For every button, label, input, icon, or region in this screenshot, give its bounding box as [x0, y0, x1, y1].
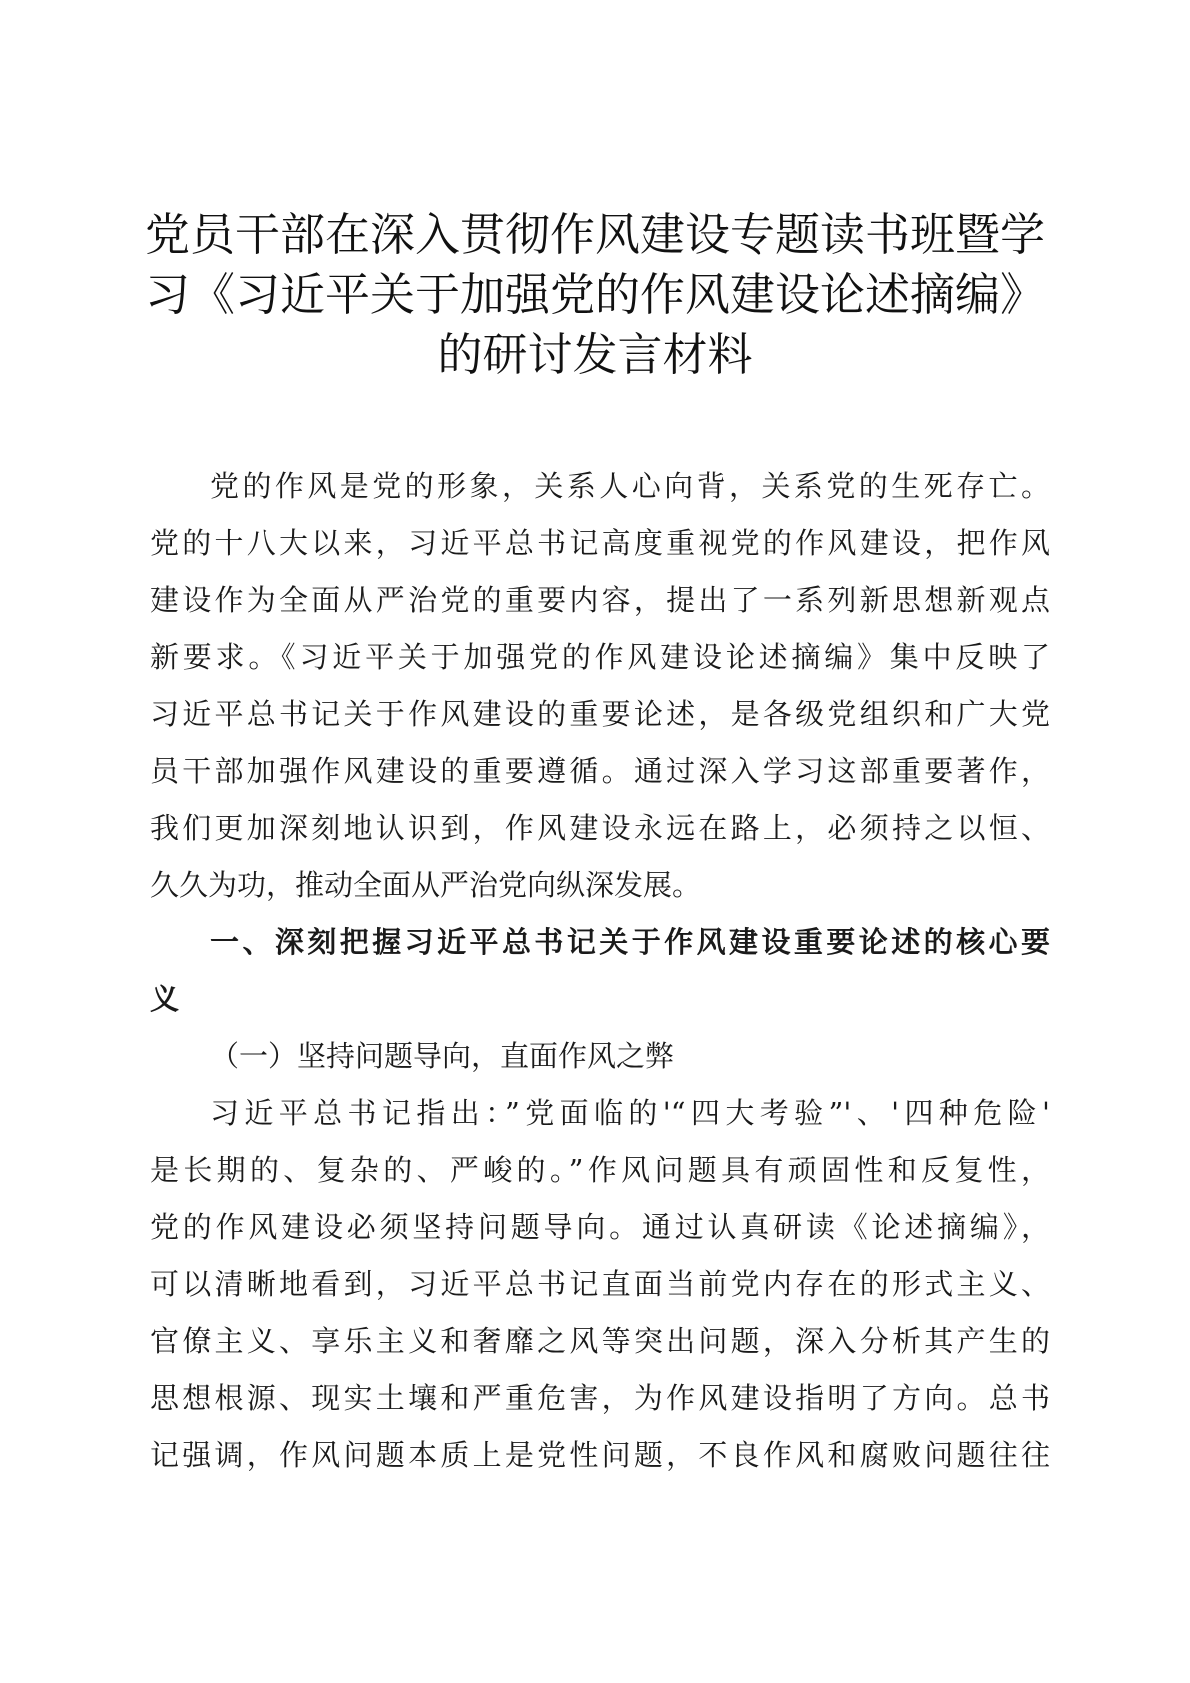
intro-line: 党的十八大以来，习近平总书记高度重视党的作风建设，把作风	[150, 526, 1050, 560]
paragraph-line: 习近平总书记指出：”党面临的'“四大考验”'、'四种危险'	[210, 1096, 1050, 1130]
intro-line: 我们更加深刻地认识到，作风建设永远在路上，必须持之以恒、	[150, 811, 1050, 845]
title-line: 的研讨发言材料	[437, 328, 753, 381]
intro-line: 党的作风是党的形象，关系人心向背，关系党的生死存亡。	[210, 469, 1050, 503]
paragraph-line: 官僚主义、享乐主义和奢靡之风等突出问题，深入分析其产生的	[150, 1324, 1050, 1358]
intro-line: 习近平总书记关于作风建设的重要论述，是各级党组织和广大党	[150, 697, 1050, 731]
intro-line: 员干部加强作风建设的重要遵循。通过深入学习这部重要著作，	[150, 754, 1050, 788]
intro-line: 新要求。《习近平关于加强党的作风建设论述摘编》集中反映了	[150, 640, 1050, 674]
paragraph-line: 记强调，作风问题本质上是党性问题，不良作风和腐败问题往往	[150, 1438, 1050, 1472]
title-line: 习《习近平关于加强党的作风建设论述摘编》	[144, 268, 1045, 321]
paragraph-line: 思想根源、现实土壤和严重危害，为作风建设指明了方向。总书	[150, 1381, 1050, 1415]
document-title	[140, 205, 1050, 385]
title-line: 党员干部在深入贯彻作风建设专题读书班暨学	[144, 208, 1045, 261]
intro-line: 建设作为全面从严治党的重要内容，提出了一系列新思想新观点	[150, 583, 1050, 617]
intro-line: 久久为功，推动全面从严治党向纵深发展。	[150, 868, 702, 902]
paragraph-line: 是长期的、复杂的、严峻的。”作风问题具有顽固性和反复性，	[150, 1153, 1050, 1187]
subsection-heading: （一）坚持问题导向，直面作风之弊	[210, 1039, 675, 1073]
document-body	[150, 458, 1050, 1484]
section-heading: 义	[150, 982, 180, 1016]
paragraph-line: 可以清晰地看到，习近平总书记直面当前党内存在的形式主义、	[150, 1267, 1050, 1301]
paragraph-line: 党的作风建设必须坚持问题导向。通过认真研读《论述摘编》，	[150, 1210, 1050, 1244]
section-heading: 一、深刻把握习近平总书记关于作风建设重要论述的核心要	[210, 925, 1050, 959]
